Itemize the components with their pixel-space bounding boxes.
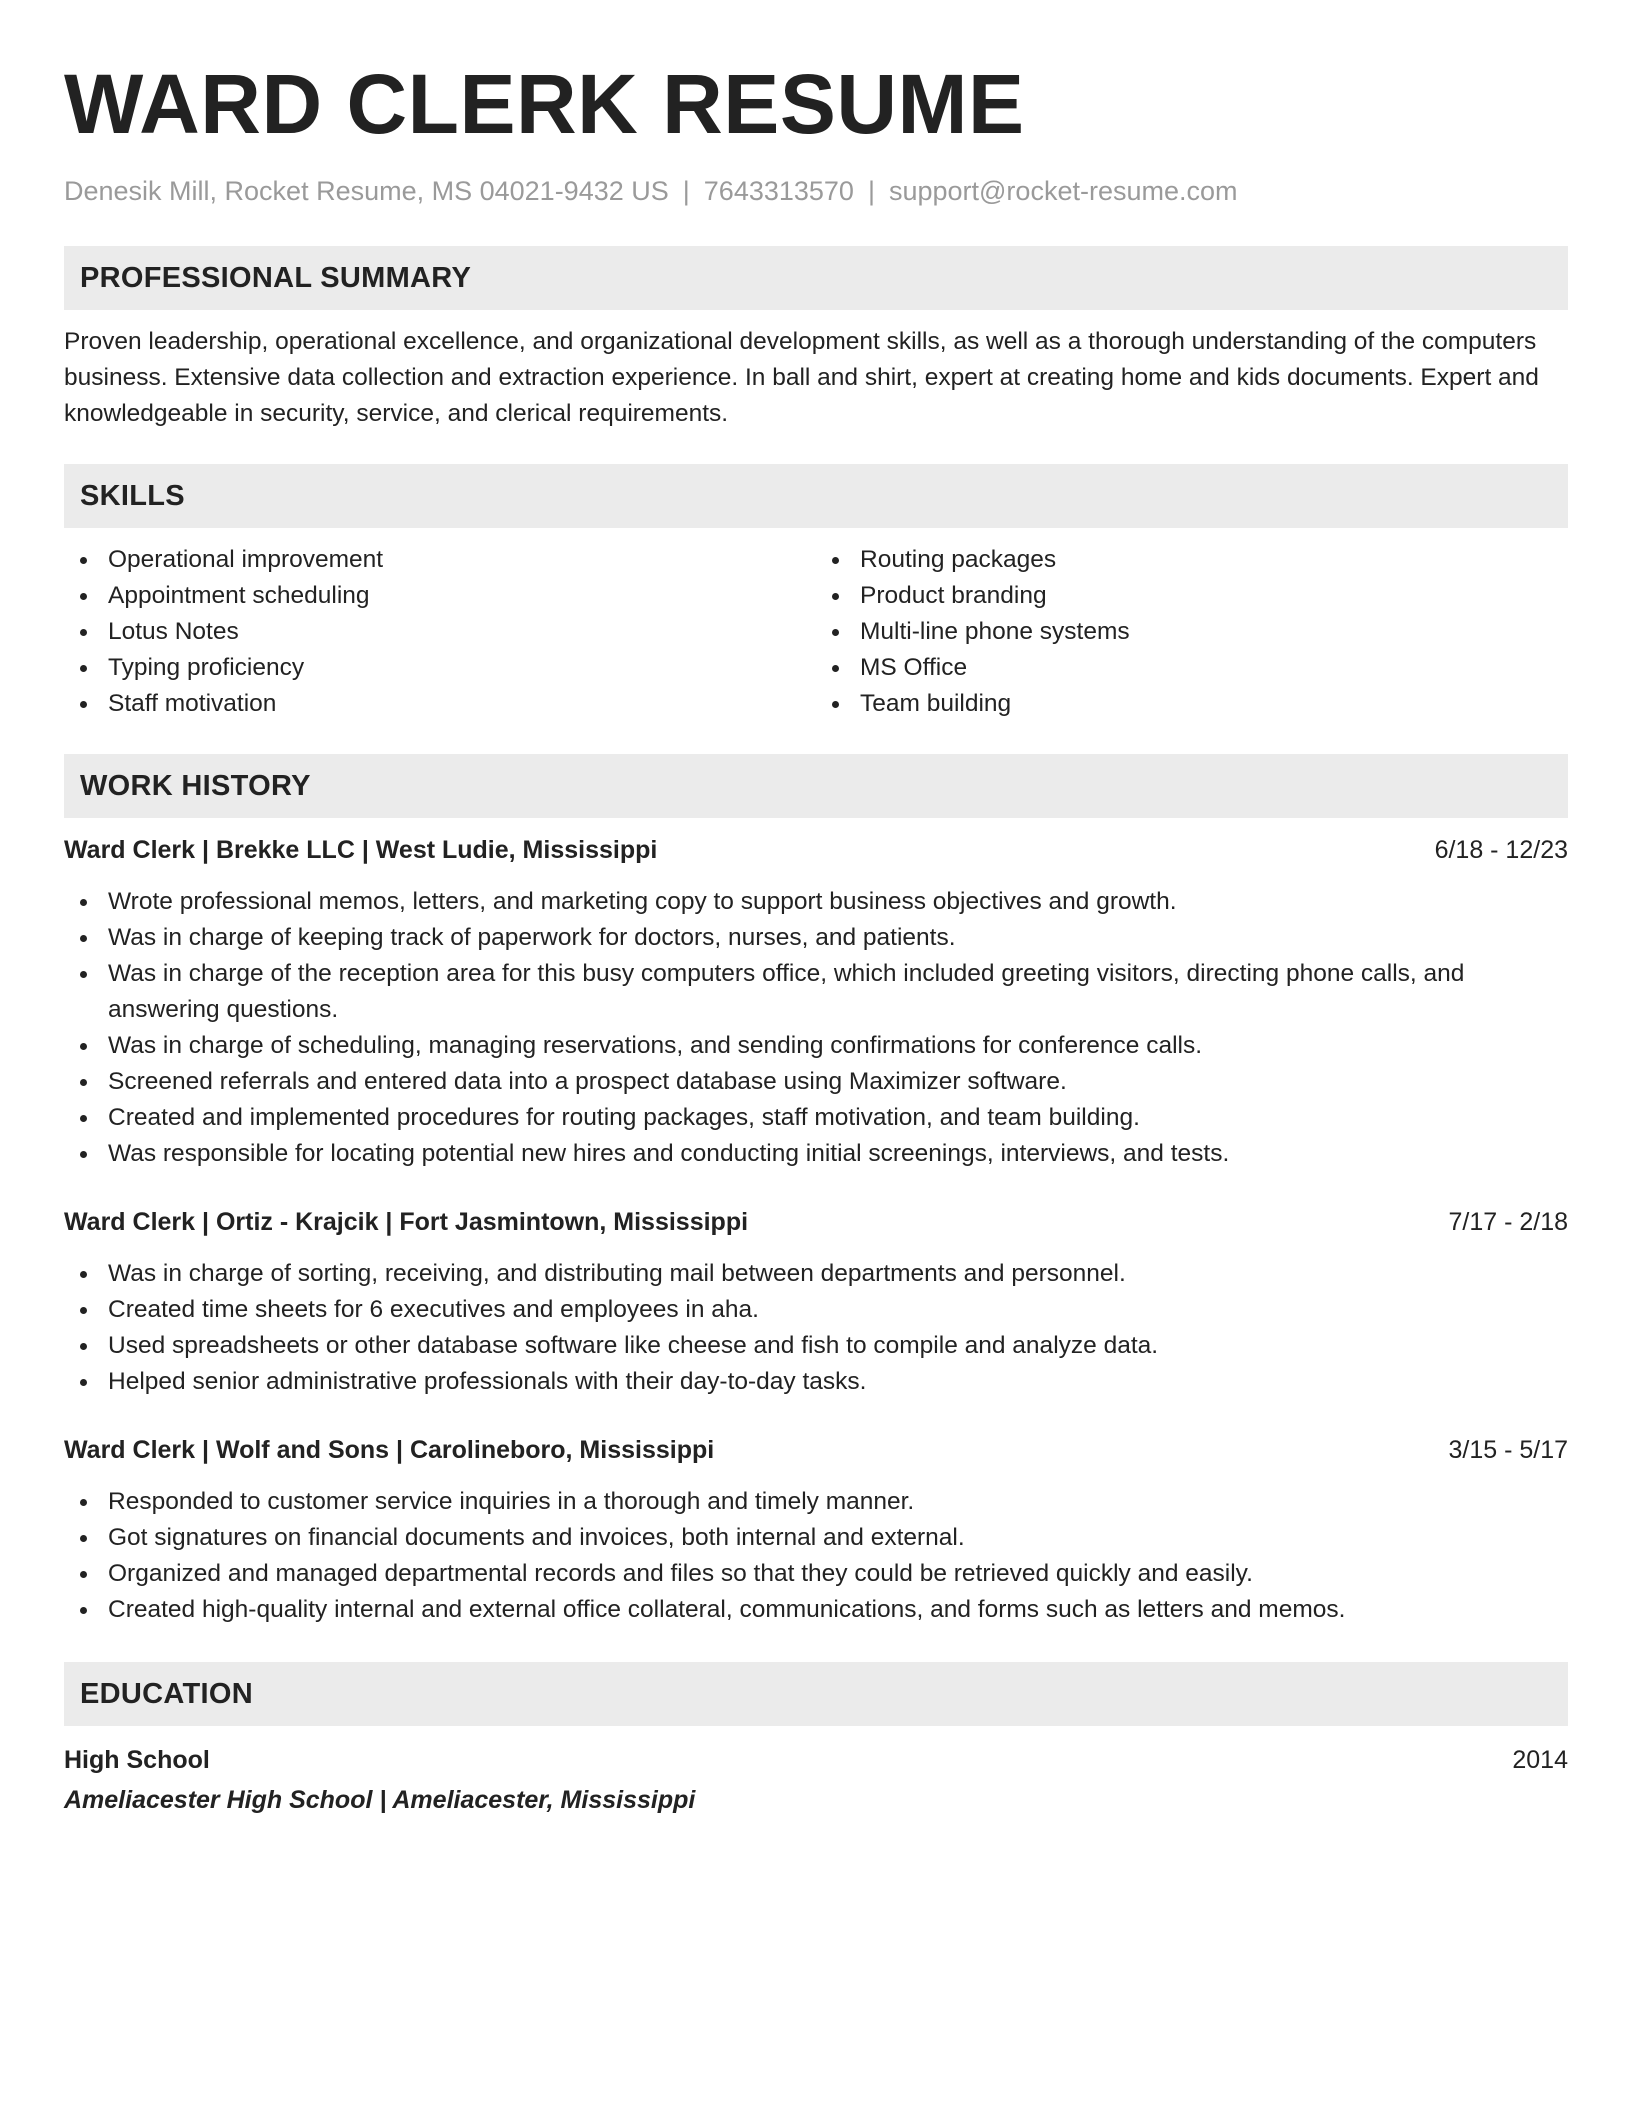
- job-bullet: Was in charge of scheduling, managing reservations, and sending confirmations for conference calls.: [64, 1028, 1568, 1064]
- job-bullet: Was responsible for locating potential new hires and conducting initial screenings, interviews, and tests.: [64, 1136, 1568, 1172]
- skill-item: Routing packages: [816, 542, 1568, 578]
- job-header: [64, 832, 1568, 868]
- skill-item: Typing proficiency: [64, 650, 816, 686]
- section-header-skills: SKILLS: [64, 464, 1568, 528]
- section-header-summary: PROFESSIONAL SUMMARY: [64, 246, 1568, 310]
- contact-phone: 7643313570: [703, 176, 854, 206]
- job-dates: 7/17 - 2/18: [1448, 1208, 1568, 1236]
- job-header: [64, 1432, 1568, 1468]
- job-entry: [64, 832, 1568, 1172]
- skill-item: Team building: [816, 686, 1568, 722]
- skill-item: Product branding: [816, 578, 1568, 614]
- skills-list: [64, 542, 1568, 722]
- contact-email: support@rocket-resume.com: [888, 176, 1238, 206]
- job-bullet: Was in charge of the reception area for this busy computers office, which included greeting visitors, directing phone calls, and answering questions.: [64, 956, 1568, 1028]
- skill-item: Staff motivation: [64, 686, 816, 722]
- skill-item: Multi-line phone systems: [816, 614, 1568, 650]
- contact-line: [64, 174, 1568, 208]
- contact-separator: |: [682, 176, 690, 206]
- job-bullets: [64, 1256, 1568, 1400]
- job-bullet: Screened referrals and entered data into a prospect database using Maximizer software.: [64, 1064, 1568, 1100]
- education-school: Ameliacester High School | Ameliacester, Mississippi: [64, 1786, 696, 1814]
- job-entry: [64, 1204, 1568, 1400]
- job-bullets: [64, 884, 1568, 1172]
- education-header: [64, 1742, 1568, 1778]
- job-bullets: [64, 1484, 1568, 1628]
- skill-item: MS Office: [816, 650, 1568, 686]
- job-bullet: Created and implemented procedures for routing packages, staff motivation, and team building.: [64, 1100, 1568, 1136]
- section-header-education: EDUCATION: [64, 1662, 1568, 1726]
- job-bullet: Was in charge of sorting, receiving, and distributing mail between departments and personnel.: [64, 1256, 1568, 1292]
- job-title: Ward Clerk | Ortiz - Krajcik | Fort Jasmintown, Mississippi: [64, 1208, 749, 1236]
- education-degree: High School: [64, 1746, 210, 1774]
- skill-item: Operational improvement: [64, 542, 816, 578]
- job-bullet: Was in charge of keeping track of paperwork for doctors, nurses, and patients.: [64, 920, 1568, 956]
- skills-column-right: [816, 542, 1568, 722]
- contact-separator: |: [867, 176, 875, 206]
- section-header-work: WORK HISTORY: [64, 754, 1568, 818]
- skill-item: Lotus Notes: [64, 614, 816, 650]
- skills-column-left: [64, 542, 816, 722]
- job-title: Ward Clerk | Brekke LLC | West Ludie, Mississippi: [64, 836, 658, 864]
- contact-address: Denesik Mill, Rocket Resume, MS 04021-9432 US: [64, 176, 669, 206]
- job-bullet: Created high-quality internal and external office collateral, communications, and forms such as letters and memos.: [64, 1592, 1568, 1628]
- job-title: Ward Clerk | Wolf and Sons | Carolineboro, Mississippi: [64, 1436, 715, 1464]
- job-bullet: Helped senior administrative professionals with their day-to-day tasks.: [64, 1364, 1568, 1400]
- job-dates: 6/18 - 12/23: [1434, 836, 1568, 864]
- job-bullet: Organized and managed departmental records and files so that they could be retrieved quickly and easily.: [64, 1556, 1568, 1592]
- summary-text: Proven leadership, operational excellence, and organizational development skills, as well as a thorough understanding of the computers business. Extensive data collection and extraction experience. In ball and shirt, expert at creating home and kids documents. Expert and knowledgeable in security, service, and clerical requirements.: [64, 328, 1539, 427]
- job-entry: [64, 1432, 1568, 1628]
- resume-title: WARD CLERK RESUME: [64, 57, 1025, 151]
- job-bullet: Used spreadsheets or other database software like cheese and fish to compile and analyze data.: [64, 1328, 1568, 1364]
- job-bullet: Wrote professional memos, letters, and marketing copy to support business objectives and growth.: [64, 884, 1568, 920]
- job-bullet: Got signatures on financial documents and invoices, both internal and external.: [64, 1520, 1568, 1556]
- job-header: [64, 1204, 1568, 1240]
- skill-item: Appointment scheduling: [64, 578, 816, 614]
- education-year: 2014: [1512, 1746, 1568, 1774]
- job-bullet: Responded to customer service inquiries in a thorough and timely manner.: [64, 1484, 1568, 1520]
- job-dates: 3/15 - 5/17: [1448, 1436, 1568, 1464]
- job-bullet: Created time sheets for 6 executives and employees in aha.: [64, 1292, 1568, 1328]
